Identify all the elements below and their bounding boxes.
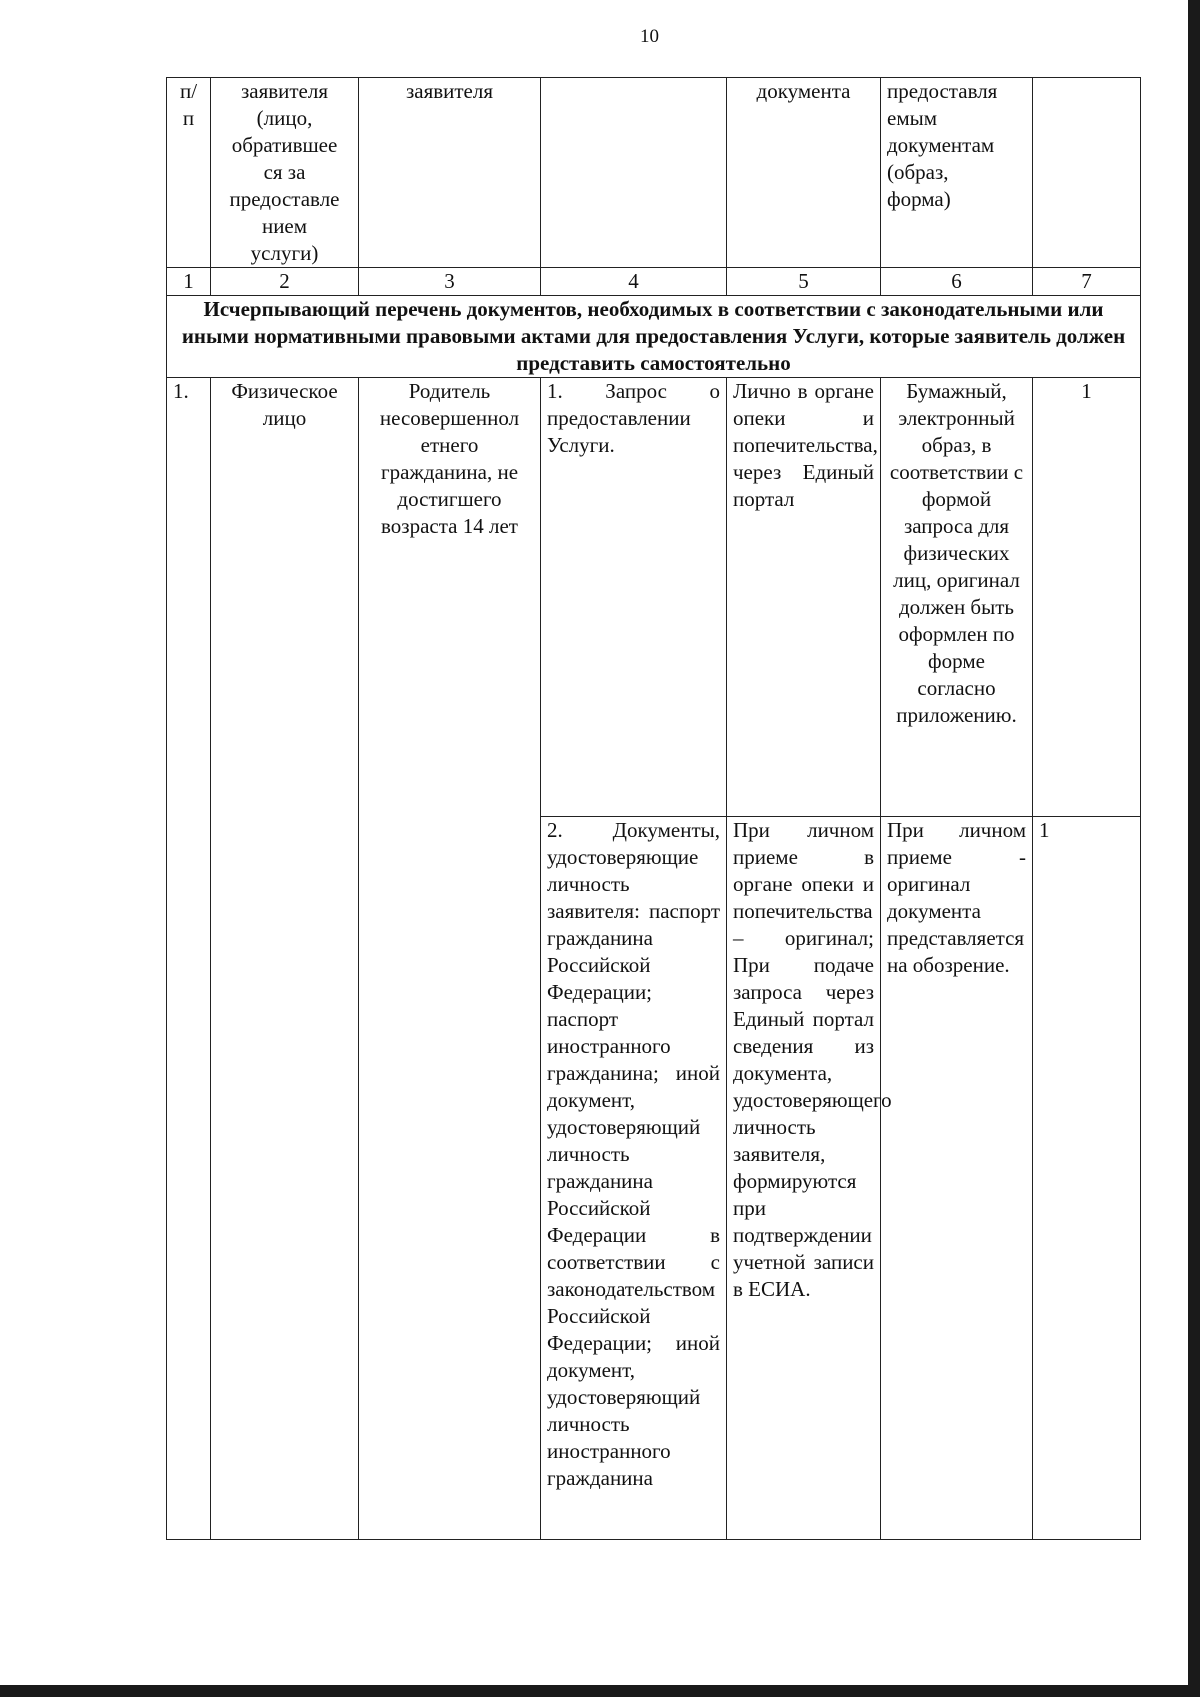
submission-method: При личном приеме в органе опеки и попечительства – оригинал; При подаче запроса через Единый портал сведения из документа, удостоверяющего личность заявителя, формируются при подтверждении учетной записи в ЕСИА. <box>727 817 881 1540</box>
column-number: 7 <box>1033 268 1141 296</box>
header-col-1: п/ п <box>167 78 211 268</box>
document-name: 1. Запрос о предоставлении Услуги. <box>541 378 727 817</box>
submission-method: Лично в органе опеки и попечительства, через Единый портал <box>727 378 881 817</box>
table-row <box>167 378 1141 817</box>
header-col-5: документа <box>727 78 881 268</box>
document-count: 1 <box>1033 378 1141 817</box>
header-col-2: заявителя (лицо, обратившее ся за предоставле нием услуги) <box>211 78 359 268</box>
section-title: Исчерпывающий перечень документов, необходимых в соответствии с законодательными или иными нормативными правовыми актами для предоставления Услуги, которые заявитель должен представить самостоятельно <box>167 296 1141 378</box>
header-col-6: предоставля емым документам (образ, форма) <box>881 78 1033 268</box>
section-title-row <box>167 296 1141 378</box>
column-number: 1 <box>167 268 211 296</box>
column-number: 4 <box>541 268 727 296</box>
column-numbers-row <box>167 268 1141 296</box>
column-number: 2 <box>211 268 359 296</box>
applicant-category: Родитель несовершеннол етнего гражданина, не достигшего возраста 14 лет <box>359 378 541 1540</box>
document-requirements: При личном приеме - оригинал документа представляется на обозрение. <box>881 817 1033 1540</box>
header-col-4 <box>541 78 727 268</box>
page-number: 10 <box>640 26 659 47</box>
document-name: 2. Документы, удостоверяющие личность заявителя: паспорт гражданина Российской Федерации; паспорт иностранного гражданина; иной документ, удостоверяющий личность гражданина Российской Федерации в соответствии с законодательством Российской Федерации; иной документ, удостоверяющий личность иностранного гражданина <box>541 817 727 1540</box>
header-row <box>167 78 1141 268</box>
row-number: 1. <box>167 378 211 1540</box>
documents-table <box>166 77 1141 1540</box>
document-count: 1 <box>1033 817 1141 1540</box>
header-col-3: заявителя <box>359 78 541 268</box>
column-number: 6 <box>881 268 1033 296</box>
document-requirements: Бумажный, электронный образ, в соответствии с формой запроса для физических лиц, оригинал должен быть оформлен по форме согласно приложению. <box>881 378 1033 817</box>
column-number: 5 <box>727 268 881 296</box>
scan-edge-bottom <box>0 1685 1200 1697</box>
header-col-7 <box>1033 78 1141 268</box>
applicant-type: Физическое лицо <box>211 378 359 1540</box>
column-number: 3 <box>359 268 541 296</box>
scan-edge-right <box>1188 0 1200 1697</box>
